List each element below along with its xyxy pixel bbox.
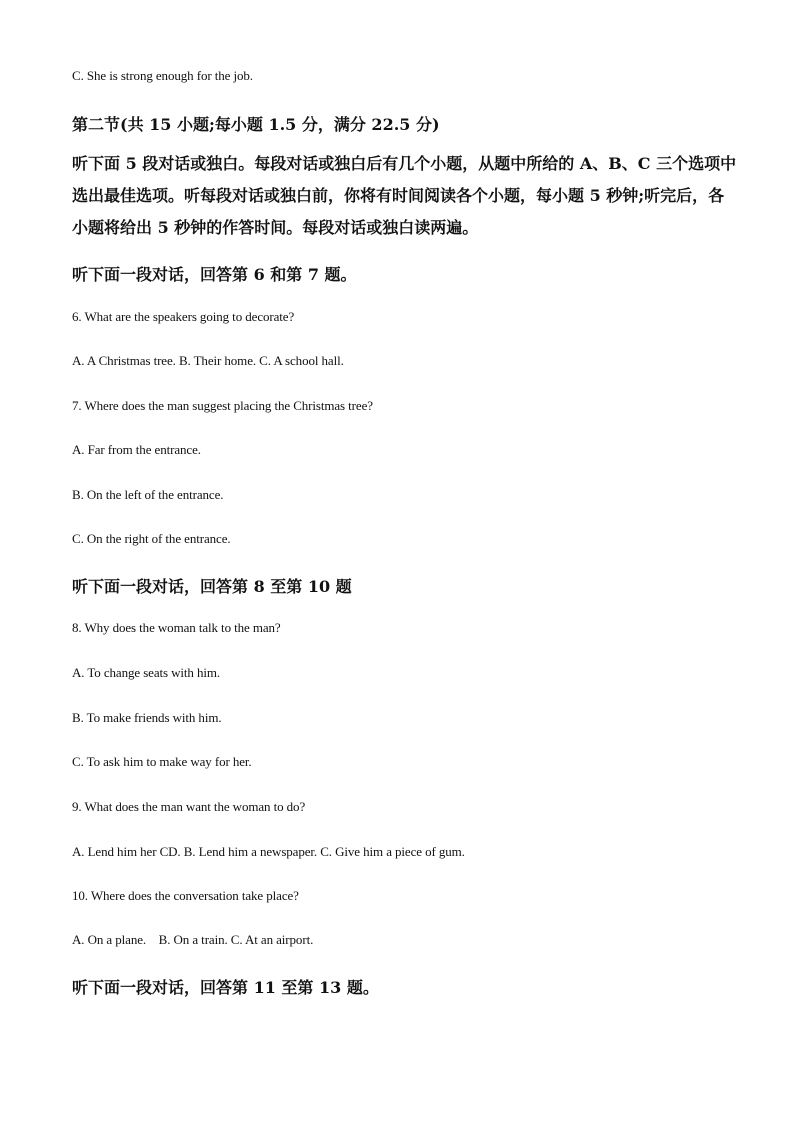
question-10: 10. Where does the conversation take place? bbox=[72, 888, 299, 903]
instructions-line: 选出最佳选项。听每段对话或独白前，你将有时间阅读各个小题，每小题 5 秒钟;听完后，各 bbox=[72, 186, 725, 205]
dialog-heading: 听下面一段对话，回答第 8 至第 10 题 bbox=[72, 577, 352, 596]
option-line: C. She is strong enough for the job. bbox=[72, 68, 253, 83]
section-title: 第二节(共 15 小题;每小题 1.5 分，满分 22.5 分) bbox=[72, 115, 440, 134]
question-10-options: A. On a plane. B. On a train. C. At an airport. bbox=[72, 932, 314, 947]
question-9: 9. What does the man want the woman to do? bbox=[72, 799, 306, 814]
question-7-option-c: C. On the right of the entrance. bbox=[72, 531, 231, 546]
question-7-option-b: B. On the left of the entrance. bbox=[72, 487, 224, 502]
instructions-line: 听下面 5 段对话或独白。每段对话或独白后有几个小题，从题中所给的 A、B、C 三个选项中 bbox=[72, 154, 737, 173]
question-6-options: A. A Christmas tree. B. Their home. C. A school hall. bbox=[72, 353, 344, 368]
question-6: 6. What are the speakers going to decorate? bbox=[72, 309, 295, 324]
question-7: 7. Where does the man suggest placing the Christmas tree? bbox=[72, 398, 373, 413]
question-8: 8. Why does the woman talk to the man? bbox=[72, 620, 281, 635]
dialog-heading: 听下面一段对话，回答第 11 至第 13 题。 bbox=[72, 978, 379, 997]
instructions-paragraph bbox=[72, 148, 737, 244]
instructions-line: 小题将给出 5 秒钟的作答时间。每段对话或独白读两遍。 bbox=[72, 218, 479, 237]
dialog-heading: 听下面一段对话，回答第 6 和第 7 题。 bbox=[72, 265, 357, 284]
question-8-option-c: C. To ask him to make way for her. bbox=[72, 754, 252, 769]
question-8-option-a: A. To change seats with him. bbox=[72, 665, 221, 680]
question-9-options: A. Lend him her CD. B. Lend him a newspaper. C. Give him a piece of gum. bbox=[72, 844, 465, 859]
question-8-option-b: B. To make friends with him. bbox=[72, 710, 222, 725]
question-7-option-a: A. Far from the entrance. bbox=[72, 442, 201, 457]
